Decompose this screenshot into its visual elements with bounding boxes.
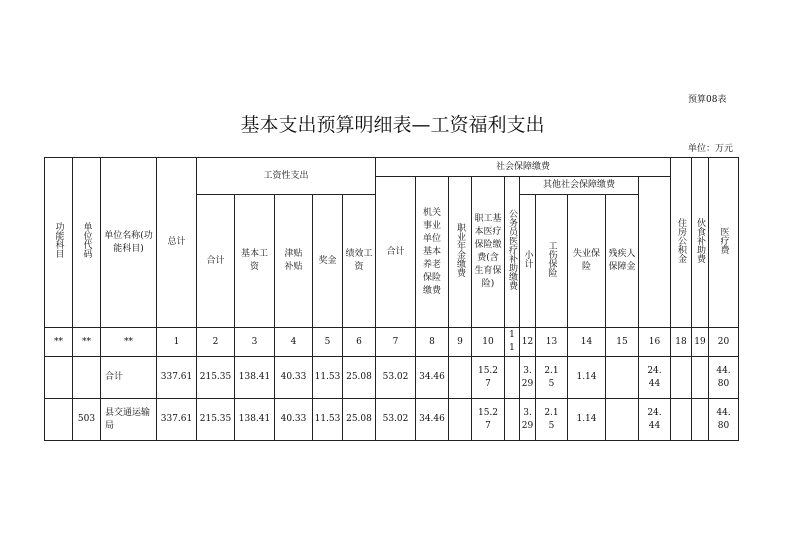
cell-total: 337.61	[157, 357, 197, 399]
col-disabled: 残疾人保障金	[606, 195, 639, 328]
col-civil-medical: 公务员医疗补助缴费	[505, 177, 520, 328]
cell-housing: 24.44	[639, 399, 671, 441]
num-cell: **	[45, 328, 73, 357]
cell-pension: 34.46	[416, 399, 449, 441]
num-cell: 12	[520, 328, 536, 357]
cell-social-subtotal: 53.02	[376, 357, 416, 399]
cell-annuity	[449, 357, 472, 399]
num-cell: 8	[416, 328, 449, 357]
cell-allowance: 40.33	[275, 399, 313, 441]
col-unit-name: 单位名称(功能科目)	[101, 158, 157, 328]
group-other-social: 其他社会保障缴费	[520, 177, 639, 195]
group-social: 社会保障缴费	[376, 158, 671, 177]
col-wage-subtotal: 合计	[197, 195, 235, 328]
col-social-subtotal: 合计	[376, 177, 416, 328]
cell-injury: 2.15	[536, 357, 568, 399]
cell-allowance: 40.33	[275, 357, 313, 399]
cell-meal	[671, 399, 692, 441]
cell-social-subtotal: 53.02	[376, 399, 416, 441]
cell-performance: 25.08	[343, 357, 376, 399]
num-cell: 6	[343, 328, 376, 357]
cell-bonus: 11.53	[313, 357, 343, 399]
col-medical: 职工基本医疗保险缴费(含生育保险)	[472, 177, 505, 328]
cell-other-wage: 44.80	[709, 399, 739, 441]
num-cell: **	[73, 328, 101, 357]
num-cell: 5	[313, 328, 343, 357]
cell-medical-fee	[692, 399, 709, 441]
table-row	[45, 357, 739, 399]
col-annuity: 职业年金缴费	[449, 177, 472, 328]
num-cell: 11	[505, 328, 520, 357]
cell-civil-medical	[505, 399, 520, 441]
num-cell: 18	[671, 328, 692, 357]
cell-annuity	[449, 399, 472, 441]
cell-pension: 34.46	[416, 357, 449, 399]
num-cell: 7	[376, 328, 416, 357]
cell-housing: 24.44	[639, 357, 671, 399]
col-unemployment: 失业保险	[568, 195, 606, 328]
cell-wage-subtotal: 215.35	[197, 399, 235, 441]
num-cell: 10	[472, 328, 505, 357]
form-number: 预算08表	[688, 95, 727, 105]
cell-disabled	[606, 399, 639, 441]
cell-code: 503	[73, 399, 101, 441]
cell-injury: 2.15	[536, 399, 568, 441]
cell-other-subtotal: 3.29	[520, 399, 536, 441]
col-performance: 绩效工资	[343, 195, 376, 328]
num-cell: 3	[235, 328, 275, 357]
cell-name: 合计	[101, 357, 157, 399]
unit-label: 单位：万元	[688, 144, 734, 154]
cell-func	[45, 399, 73, 441]
group-wage: 工资性支出	[197, 158, 376, 195]
num-cell: 13	[536, 328, 568, 357]
cell-unemployment: 1.14	[568, 357, 606, 399]
col-func-code: 功能科目	[45, 158, 73, 328]
cell-wage-subtotal: 215.35	[197, 357, 235, 399]
column-number-row	[45, 328, 739, 357]
table-row	[45, 399, 739, 441]
col-unit-code: 单位代码	[73, 158, 101, 328]
num-cell: 4	[275, 328, 313, 357]
col-basic-wage: 基本工资	[235, 195, 275, 328]
cell-total: 337.61	[157, 399, 197, 441]
cell-unemployment: 1.14	[568, 399, 606, 441]
col-injury: 工伤保险	[536, 195, 568, 328]
num-cell: 15	[606, 328, 639, 357]
col-meal: 伙食补助费	[692, 158, 709, 328]
cell-code	[73, 357, 101, 399]
num-cell: **	[101, 328, 157, 357]
col-other-subtotal: 小计	[520, 195, 536, 328]
num-cell: 14	[568, 328, 606, 357]
cell-medical-fee	[692, 357, 709, 399]
cell-medical: 15.27	[472, 357, 505, 399]
col-total: 总计	[157, 158, 197, 328]
cell-bonus: 11.53	[313, 399, 343, 441]
col-allowance: 津贴补贴	[275, 195, 313, 328]
cell-basic-wage: 138.41	[235, 399, 275, 441]
page-title: 基本支出预算明细表—工资福利支出	[240, 114, 545, 136]
col-bonus: 奖金	[313, 195, 343, 328]
num-cell: 16	[639, 328, 671, 357]
cell-func	[45, 357, 73, 399]
col-medical-fee: 医疗费	[709, 158, 739, 328]
header-row-1	[45, 158, 739, 177]
cell-performance: 25.08	[343, 399, 376, 441]
num-cell: 20	[709, 328, 739, 357]
num-cell: 2	[197, 328, 235, 357]
cell-civil-medical	[505, 357, 520, 399]
cell-medical: 15.27	[472, 399, 505, 441]
num-cell: 19	[692, 328, 709, 357]
col-pension: 机关事业单位基本养老保险缴费	[416, 177, 449, 328]
col-housing: 住房公积金	[671, 158, 692, 328]
num-cell: 9	[449, 328, 472, 357]
cell-other-subtotal: 3.29	[520, 357, 536, 399]
cell-meal	[671, 357, 692, 399]
cell-name: 县交通运输局	[101, 399, 157, 441]
num-cell: 1	[157, 328, 197, 357]
cell-other-wage: 44.80	[709, 357, 739, 399]
budget-table	[44, 157, 739, 441]
cell-disabled	[606, 357, 639, 399]
cell-basic-wage: 138.41	[235, 357, 275, 399]
